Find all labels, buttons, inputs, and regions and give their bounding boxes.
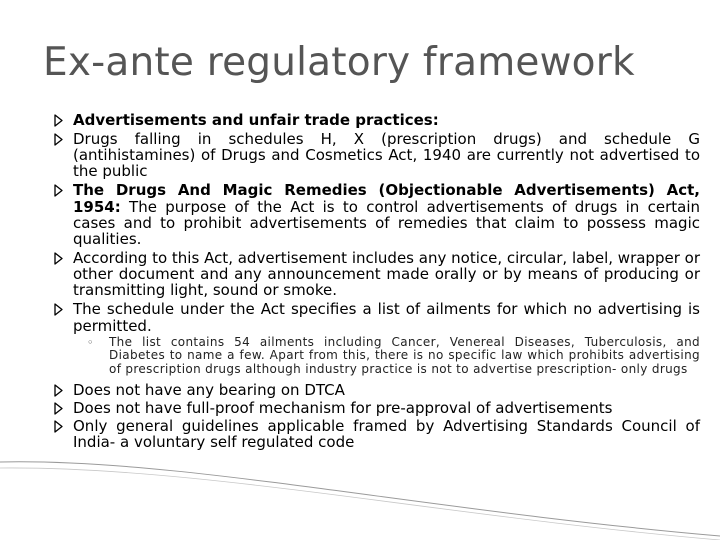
bullet-text: Drugs falling in schedules H, X (prescription drugs) and schedule G (antihistamines) of Drugs and Cosmetics Act, 1940 are currently not advertised to the public bbox=[73, 130, 700, 181]
bullet-text: Does not have any bearing on DTCA bbox=[73, 381, 345, 400]
triangle-right-outline-icon bbox=[54, 402, 63, 415]
triangle-right-outline-icon bbox=[54, 114, 63, 127]
bullet-advertisement-definition bbox=[52, 250, 700, 299]
bullet-advertisements bbox=[52, 112, 700, 128]
triangle-right-outline-icon bbox=[54, 252, 63, 265]
bullet-lead: The Drugs And Magic Remedies (Objectionable Advertisements) Act, 1954: bbox=[73, 181, 700, 216]
slide-content bbox=[52, 112, 700, 451]
triangle-right-outline-icon bbox=[54, 184, 63, 197]
bullet-text: The purpose of the Act is to control advertisements of drugs in certain cases and to prohibit advertisements of remedies that claim to possess magic qualities. bbox=[73, 197, 700, 249]
bullet-text: According to this Act, advertisement includes any notice, circular, label, wrapper or other document and any announcement made orally or by means of producing or transmitting light, sound or smoke. bbox=[73, 249, 700, 300]
sub-bullet-ailments-list bbox=[87, 336, 700, 377]
triangle-right-outline-icon bbox=[54, 420, 63, 433]
triangle-right-outline-icon bbox=[54, 133, 63, 146]
bullet-guidelines bbox=[52, 418, 700, 450]
bullet-schedule-ailments bbox=[52, 301, 700, 333]
bullet-schedules bbox=[52, 131, 700, 180]
triangle-right-outline-icon bbox=[54, 384, 63, 397]
bullet-pre-approval bbox=[52, 400, 700, 416]
bullet-text: The schedule under the Act specifies a list of ailments for which no advertising is permitted. bbox=[73, 300, 700, 335]
bullet-text: Only general guidelines applicable framed by Advertising Standards Council of India- a voluntary self regulated code bbox=[73, 416, 700, 451]
slide-title: Ex-ante regulatory framework bbox=[43, 40, 635, 85]
triangle-right-outline-icon bbox=[54, 303, 63, 316]
bullet-text: Does not have full-proof mechanism for pre-approval of advertisements bbox=[73, 398, 613, 417]
decorative-curve bbox=[0, 450, 720, 540]
bullet-magic-remedies-act bbox=[52, 182, 700, 247]
bullet-dtca bbox=[52, 382, 700, 398]
sub-bullet-text: The list contains 54 ailments including Cancer, Venereal Diseases, Tuberculosis, and Diabetes to name a few. Apart from this, there is no specific law which prohibits advertising of prescription drugs although industry practice is not to advertise prescription- only drugs bbox=[109, 334, 700, 376]
bullet-lead: Advertisements and unfair trade practices: bbox=[73, 111, 439, 129]
small-circle-icon: ◦ bbox=[87, 335, 94, 349]
